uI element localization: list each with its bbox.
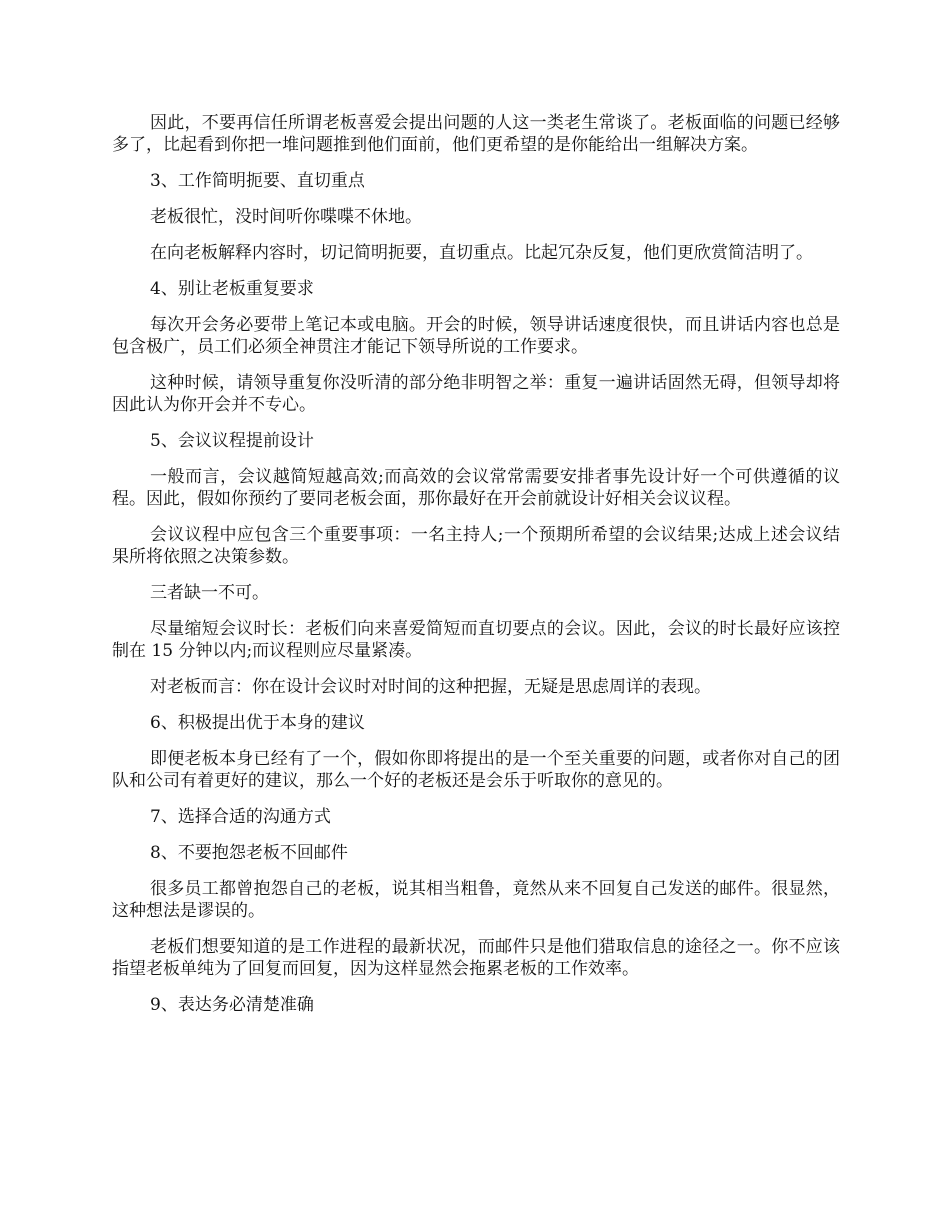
section-heading: 4、别让老板重复要求 (150, 279, 314, 299)
paragraph: 每次开会务必要带上笔记本或电脑。开会的时候，领导讲话速度很快，而且讲话内容也总是包含极广，员工们必须全神贯注才能记下领导所说的工作要求。 (112, 315, 840, 357)
paragraph: 因此，不要再信任所谓老板喜爱会提出问题的人这一类老生常谈了。老板面临的问题已经够多了，比起看到你把一堆问题推到他们面前，他们更希望的是你能给出一组解决方案。 (112, 113, 840, 155)
paragraph: 老板很忙，没时间听你喋喋不休地。 (150, 207, 422, 227)
paragraph: 一般而言，会议越简短越高效;而高效的会议常常需要安排者事先设计好一个可供遵循的议程。因此，假如你预约了要同老板会面，那你最好在开会前就设计好相关会议议程。 (112, 467, 840, 509)
paragraph: 这种时候，请领导重复你没听清的部分绝非明智之举：重复一遍讲话固然无碍，但领导却将因此认为你开会并不专心。 (112, 373, 840, 415)
paragraph: 会议议程中应包含三个重要事项：一名主持人;一个预期所希望的会议结果;达成上述会议结果所将依照之决策参数。 (112, 525, 840, 567)
section-heading: 3、工作简明扼要、直切重点 (150, 171, 365, 191)
paragraph: 对老板而言：你在设计会议时对时间的这种把握，无疑是思虑周详的表现。 (150, 677, 711, 697)
section-heading: 7、选择合适的沟通方式 (150, 807, 331, 827)
section-heading: 5、会议议程提前设计 (150, 431, 314, 451)
paragraph: 即便老板本身已经有了一个，假如你即将提出的是一个至关重要的问题，或者你对自己的团队和公司有着更好的建议，那么一个好的老板还是会乐于听取你的意见的。 (112, 749, 840, 791)
paragraph: 很多员工都曾抱怨自己的老板，说其相当粗鲁，竟然从来不回复自己发送的邮件。很显然，这种想法是谬误的。 (112, 879, 840, 921)
paragraph: 在向老板解释内容时，切记简明扼要，直切重点。比起冗杂反复，他们更欣赏简洁明了。 (150, 243, 813, 263)
paragraph: 尽量缩短会议时长：老板们向来喜爱简短而直切要点的会议。因此，会议的时长最好应该控制在 15 分钟以内;而议程则应尽量紧凑。 (112, 619, 840, 661)
section-heading: 9、表达务必清楚准确 (150, 995, 314, 1015)
paragraph: 三者缺一不可。 (150, 583, 269, 603)
document-page (112, 112, 840, 1030)
paragraph: 老板们想要知道的是工作进程的最新状况，而邮件只是他们猎取信息的途径之一。你不应该指望老板单纯为了回复而回复，因为这样显然会拖累老板的工作效率。 (112, 937, 840, 979)
section-heading: 8、不要抱怨老板不回邮件 (150, 843, 348, 863)
section-heading: 6、积极提出优于本身的建议 (150, 713, 365, 733)
